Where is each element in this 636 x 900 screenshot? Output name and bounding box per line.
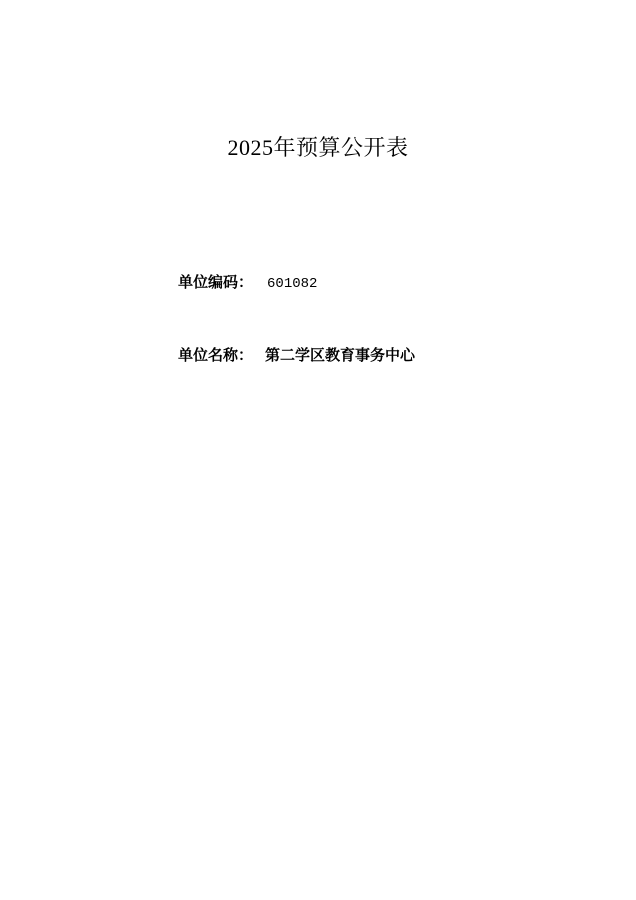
unit-code-row: [178, 272, 317, 295]
page-title: 2025年预算公开表: [227, 135, 409, 160]
unit-name-label: 单位名称：: [178, 348, 254, 364]
unit-code-value: 601082: [267, 276, 318, 292]
unit-name-row: [178, 345, 415, 367]
unit-name-value: 第二学区教育事务中心: [265, 348, 416, 364]
unit-code-label: 单位编码：: [178, 275, 254, 291]
